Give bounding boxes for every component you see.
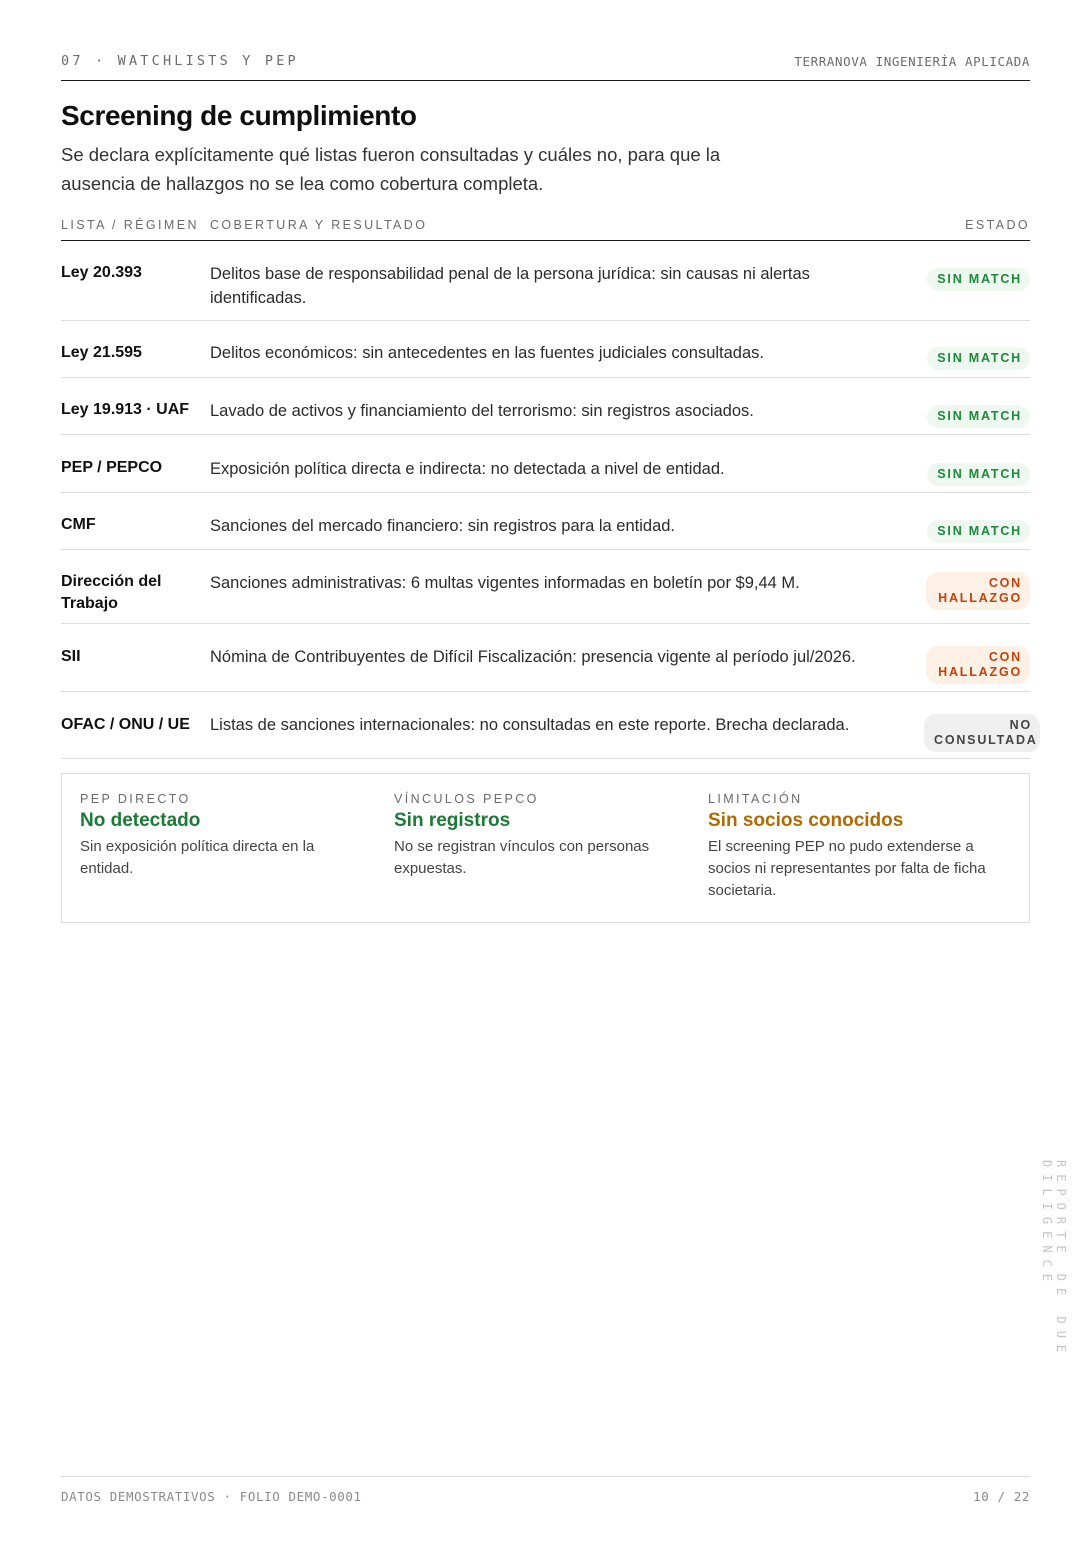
table-row <box>61 624 1030 692</box>
row-name: Dirección del Trabajo <box>61 573 162 612</box>
row-name: Ley 20.393 <box>61 264 142 281</box>
page-header <box>61 52 1030 81</box>
summary-value: Sin socios conocidos <box>708 810 904 831</box>
status-badge: SIN MATCH <box>927 347 1030 370</box>
section-label: 07 · WATCHLISTS Y PEP <box>61 53 299 69</box>
summary-box <box>61 773 1030 923</box>
table-row <box>61 241 1030 321</box>
row-description: Lavado de activos y financiamiento del terrorismo: sin registros asociados. <box>210 402 754 420</box>
summary-text: Sin exposición política directa en la entidad. <box>80 838 315 877</box>
summary-label: PEP DIRECTO <box>80 792 191 806</box>
row-description: Listas de sanciones internacionales: no consultadas en este reporte. Brecha declarada. <box>210 716 850 734</box>
status-badge: SIN MATCH <box>927 463 1030 486</box>
page-number: 10 / 22 <box>973 1489 1030 1504</box>
status-badge: NO CONSULTADA <box>924 714 1040 752</box>
row-name: OFAC / ONU / UE <box>61 716 190 733</box>
table-row <box>61 378 1030 435</box>
summary-pepco-links <box>394 792 684 880</box>
footer-folio: DATOS DEMOSTRATIVOS · FOLIO DEMO-0001 <box>61 1489 362 1504</box>
status-badge: SIN MATCH <box>927 520 1030 543</box>
row-name: CMF <box>61 516 96 533</box>
column-header-status: ESTADO <box>965 218 1030 232</box>
page-footer <box>61 1476 1030 1504</box>
side-label: REPORTE DE DUE DILIGENCE <box>1040 1160 1068 1360</box>
summary-text: No se registran vínculos con personas expuestas. <box>394 838 650 877</box>
summary-pep-direct <box>80 792 370 880</box>
row-name: Ley 19.913 · UAF <box>61 401 190 418</box>
summary-label: VÍNCULOS PEPCO <box>394 792 539 806</box>
table-row <box>61 550 1030 624</box>
row-name: SII <box>61 648 81 665</box>
row-description: Sanciones del mercado financiero: sin registros para la entidad. <box>210 517 676 535</box>
status-badge: CON HALLAZGO <box>926 572 1030 610</box>
summary-limitation <box>708 792 1008 902</box>
row-description: Nómina de Contribuyentes de Difícil Fiscalización: presencia vigente al período jul/2026. <box>210 648 856 666</box>
row-description: Delitos base de responsabilidad penal de la persona jurídica: sin causas ni alertas identificadas. <box>210 265 810 307</box>
row-name: Ley 21.595 <box>61 344 142 361</box>
row-name: PEP / PEPCO <box>61 459 163 476</box>
summary-value: Sin registros <box>394 810 511 831</box>
page-subtitle: Se declara explícitamente qué listas fueron consultadas y cuáles no, para que la ausencia de hallazgos no se lea como cobertura completa. <box>61 144 721 194</box>
summary-label: LIMITACIÓN <box>708 792 803 806</box>
table-row <box>61 435 1030 493</box>
row-description: Delitos económicos: sin antecedentes en las fuentes judiciales consultadas. <box>210 344 764 362</box>
table-header <box>61 216 1030 241</box>
summary-text: El screening PEP no pudo extenderse a socios ni representantes por falta de ficha societaria. <box>708 838 986 899</box>
status-badge: SIN MATCH <box>927 405 1030 428</box>
status-badge: SIN MATCH <box>927 268 1030 291</box>
company-name: TERRANOVA INGENIERÍA APLICADA <box>794 54 1030 69</box>
table-row <box>61 321 1030 378</box>
table-row <box>61 493 1030 550</box>
page-title: Screening de cumplimiento <box>61 100 417 131</box>
table-row <box>61 692 1038 759</box>
column-header-list: LISTA / RÉGIMEN <box>61 218 199 232</box>
status-badge: CON HALLAZGO <box>926 646 1030 684</box>
row-description: Exposición política directa e indirecta: no detectada a nivel de entidad. <box>210 460 725 478</box>
summary-value: No detectado <box>80 810 201 831</box>
column-header-coverage: COBERTURA Y RESULTADO <box>210 218 428 232</box>
row-description: Sanciones administrativas: 6 multas vigentes informadas en boletín por $9,44 M. <box>210 574 800 592</box>
